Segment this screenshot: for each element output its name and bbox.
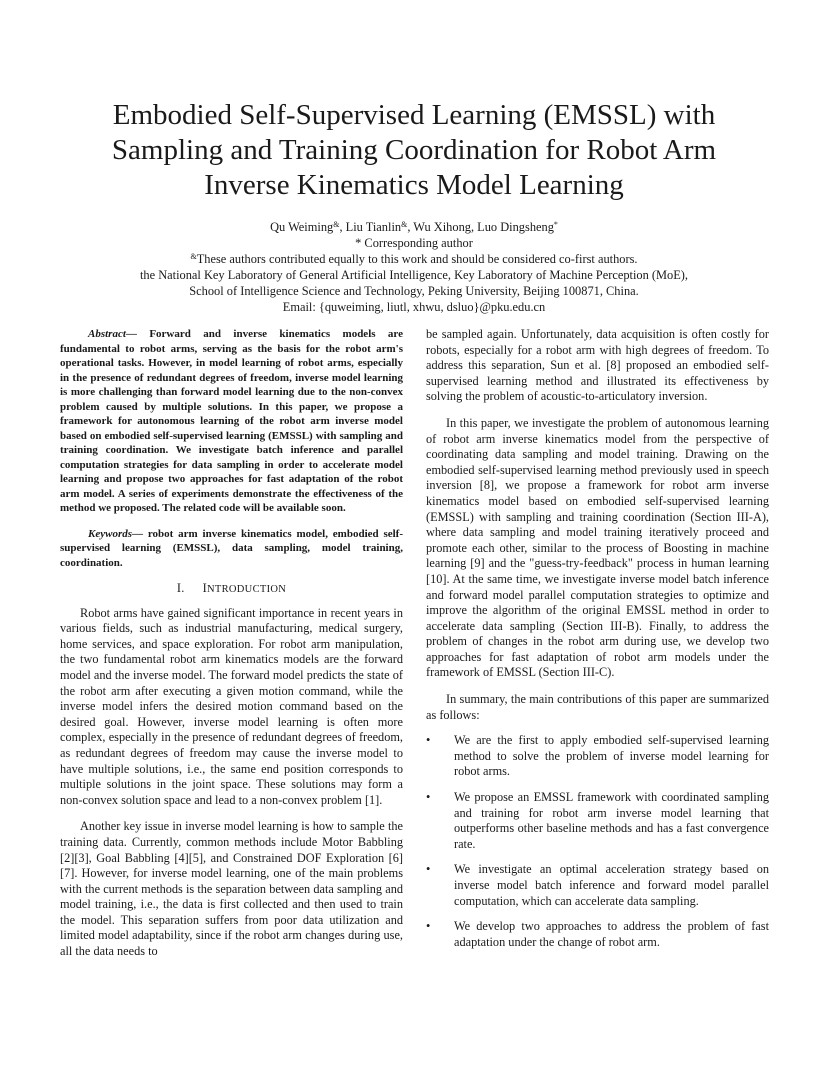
abstract: Abstract— Forward and inverse kinematics models are fundamental to robot arms, serving as the basis for the robot arm's operational tasks. However, in model learning of robot arms, especially in the presence of redundant degrees of freedom, inverse model learning is more challenging than forward model learning due to the non-convex problem caused by multiple solutions. In this paper, we propose a framework for autonomous learning of the robot arm inverse model based on embodied self-supervised learning (EMSSL) with sampling and training coordination. We investigate batch inference and parallel computation strategies for data sampling in order to accelerate model learning and propose two approaches for fast adaptation of the robot arm model. A series of experiments demonstrate the effectiveness of the method we proposed. The related code will be available soon. [60,328,403,514]
left-column [60,327,403,960]
co-first-mark: & [401,220,408,229]
corresponding-note: * Corresponding author [355,236,473,250]
title-line: Sampling and Training Coordination for Robot Arm [111,134,717,166]
paper-title [60,98,768,203]
author-name: , Wu Xihong, Luo Dingsheng [407,220,554,234]
affiliation: the National Key Laboratory of General Artificial Intelligence, Key Laboratory of Machine Perception (MoE), [139,268,689,282]
bullet-icon: • [426,862,431,877]
section-number: I. [176,581,185,595]
list-item: • We propose an EMSSL framework with coordinated sampling and training for robot arm inverse model learning that outperforms other baseline methods and has a fast convergence rate. [426,790,769,851]
list-item: • We investigate an optimal acceleration strategy based on inverse model batch inference and forward model parallel computation, which can accelerate data sampling. [426,862,769,908]
keywords-label: Keywords [88,527,132,540]
section-heading: I. INTRODUCTION [176,581,287,595]
equal-contribution-note: &These authors contributed equally to this work and should be considered co-first authors. [190,252,638,266]
abstract-text: Forward and inverse kinematics models are fundamental to robot arms, serving as the basis for the robot arm's operational tasks. However, in model learning of robot arms, especially in the presence of redundant degrees of freedom, inverse model learning is more challenging than forward model learning due to the non-convex problem caused by multiple solutions. In this paper, we propose a framework for autonomous learning of the robot arm inverse model based on embodied self-supervised learning (EMSSL) with sampling and training coordination. We investigate batch inference and parallel computation strategies for data sampling in order to accelerate model learning and propose two approaches for fast adaptation of the robot arm model. A series of experiments demonstrate the effectiveness of the method we proposed. The related code will be available soon. [60,328,403,514]
body-paragraph: In summary, the main contributions of this paper are summarized as follows: [426,692,769,722]
list-item: • We develop two approaches to address the problem of fast adaptation under the change of robot arm. [426,919,769,949]
title-line: Embodied Self-Supervised Learning (EMSSL) with [112,99,716,131]
author-name: , Liu Tianlin [339,220,402,234]
co-first-mark: & [333,220,340,229]
author-list [60,219,768,235]
abstract-label: Abstract [88,328,126,340]
list-item: • We are the first to apply embodied self-supervised learning method to solve the problem of inverse model learning for robot arms. [426,733,769,779]
bullet-icon: • [426,919,431,934]
author-name: Qu Weiming [270,220,334,234]
right-column [426,327,769,960]
author-email: Email: {quweiming, liutl, xhwu, dsluo}@pku.edu.cn [282,300,546,314]
title-line: Inverse Kinematics Model Learning [204,169,624,201]
body-paragraph: In this paper, we investigate the problem of autonomous learning of robot arm inverse kinematics model from the perspective of coordinating data sampling and model training. Drawing on the embodied self-supervised learning method previously used in speech inversion [8], we propose a framework for robot arm inverse kinematics model based on embodied self-supervised learning (EMSSL) with sampling and training coordination (Section III-A), where data sampling and model training iteratively proceed and promote each other, similar to the process of Boosting in machine learning [9] and the "guess-try-feedback" process in human learning [10]. At the same time, we investigate inverse model batch inference and forward model parallel computation strategies to optimize and improve the algorithm of the original EMSSL method in order to accelerate data sampling (Section III-B). Finally, to address the problem of changes in the robot arm during use, we develop two approaches for fast adaptation of robot arm models under the framework of EMSSL (Section III-C). [426,415,769,680]
bullet-icon: • [426,790,431,805]
co-first-mark: & [190,252,197,261]
affiliation: School of Intelligence Science and Technology, Peking University, Beijing 100871, China. [189,284,639,298]
keywords: Keywords— robot arm inverse kinematics model, embodied self-supervised learning (EMSSL), data sampling, model training, coordination. [60,527,404,569]
author-block [60,219,768,315]
body-paragraph: be sampled again. Unfortunately, data acquisition is often costly for robots, especially for a robot arm with high degrees of freedom. To address this separation, Sun et al. [8] proposed an embodied self-supervised learning method and illustrated its effectiveness by solving the problem of acoustic-to-articulatory inversion. [426,327,769,404]
contributions-list [426,733,769,950]
corresponding-mark: * [553,220,558,229]
body-paragraph: Robot arms have gained significant importance in recent years in various fields, such as industrial manufacturing, medical surgery, home services, and space exploration. For robot arm manipulation, the two fundamental robot arm kinematics models are the forward model and the inverse model. The forward model predicts the state of the robot arm after executing a given motion command, while the inverse model infers the desired motion command based on the desired goal. However, inverse model learning is often more complex, especially in the presence of redundant degrees of freedom, as redundant degrees of freedom may cause the inverse model to have multiple solutions, i.e., the same end position corresponds to multiple solutions in the joint space. These solutions may form a non-convex solution space and lead to a non-convex problem [1]. [60,605,403,807]
bullet-icon: • [426,733,431,748]
keywords-text: robot arm inverse kinematics model, embodied self-supervised learning (EMSSL), data sampling, model training, coordination. [60,527,404,569]
body-paragraph: Another key issue in inverse model learning is how to sample the training data. Currently, common methods include Motor Babbling [2][3], Goal Babbling [4][5], and Constrained DOF Exploration [6][7]. However, for inverse model learning, one of the main problems with the current methods is the separation between data sampling and model training, i.e., the data is first collected and then used to train the model. This separation suffers from poor data utilization and limited model adaptability, since if the robot arm changes during use, all the data needs to [60,819,403,959]
